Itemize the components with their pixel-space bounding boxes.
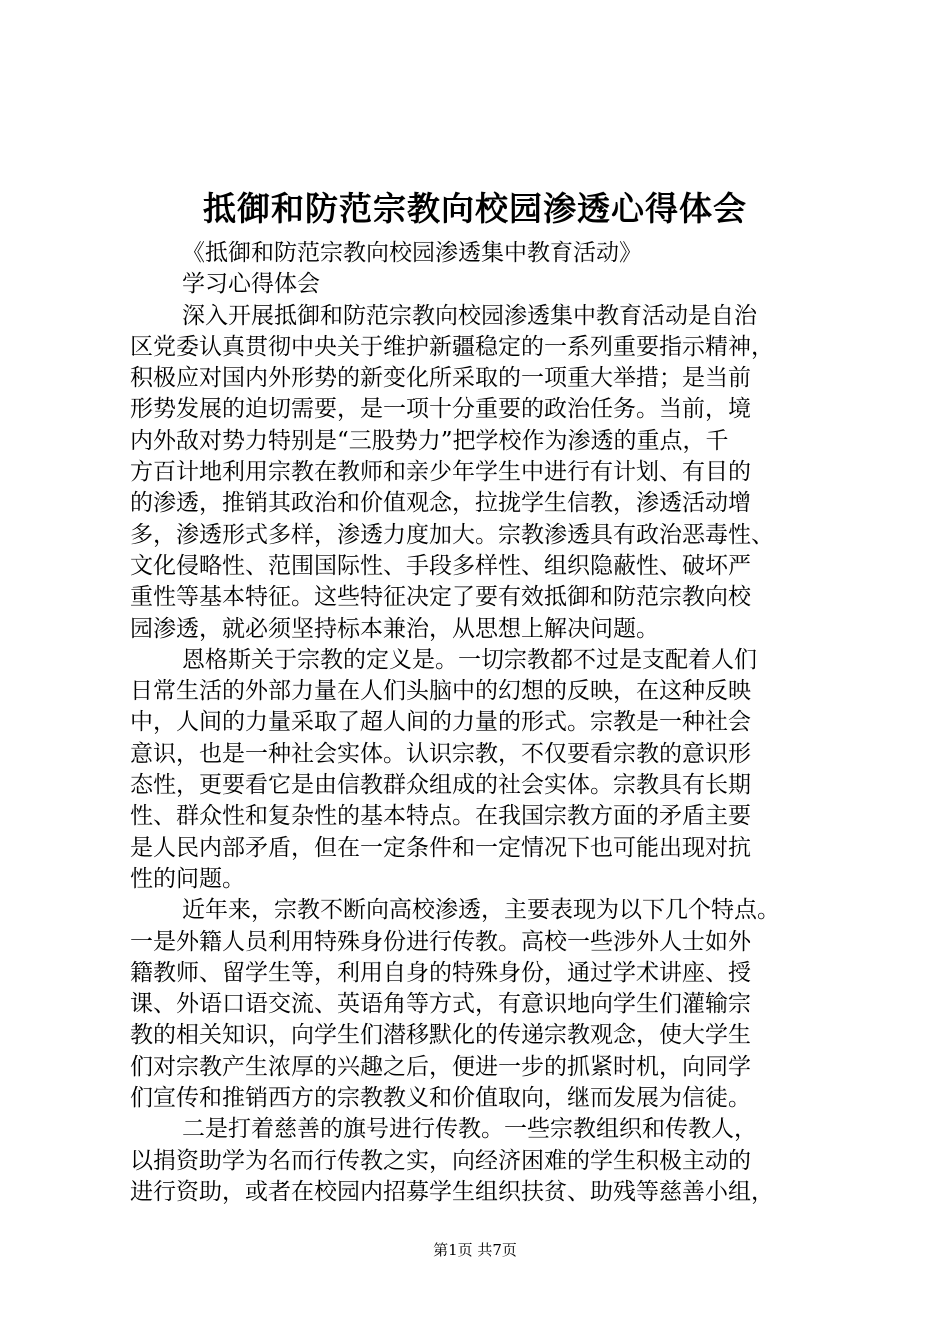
document-body xyxy=(130,238,835,1208)
text-line: 性的问题。 xyxy=(130,865,245,892)
text-line: 学习心得体会 xyxy=(182,271,320,298)
text-line: 区党委认真贯彻中央关于维护新疆稳定的一系列重要指示精神， xyxy=(130,333,774,360)
text-line: 多，渗透形式多样，渗透力度加大。宗教渗透具有政治恶毒性、 xyxy=(130,521,774,548)
text-line: 籍教师、留学生等，利用自身的特殊身份，通过学术讲座、授 xyxy=(130,959,751,986)
text-line: 进行资助，或者在校园内招募学生组织扶贫、助残等慈善小组， xyxy=(130,1178,774,1205)
text-line: 形势发展的迫切需要，是一项十分重要的政治任务。当前，境 xyxy=(130,396,751,423)
text-line: 积极应对国内外形势的新变化所采取的一项重大举措；是当前 xyxy=(130,365,751,392)
text-line: 教的相关知识，向学生们潜移默化的传递宗教观念，使大学生 xyxy=(130,1022,751,1049)
text-line: 的渗透，推销其政治和价值观念，拉拢学生信教，渗透活动增 xyxy=(130,490,751,517)
text-line: 意识，也是一种社会实体。认识宗教，不仅要看宗教的意识形 xyxy=(130,740,751,767)
text-line: 性、群众性和复杂性的基本特点。在我国宗教方面的矛盾主要 xyxy=(130,803,751,830)
text-line: 重性等基本特征。这些特征决定了要有效抵御和防范宗教向校 xyxy=(130,584,751,611)
text-line: 是人民内部矛盾，但在一定条件和一定情况下也可能出现对抗 xyxy=(130,834,751,861)
text-line: 方百计地利用宗教在教师和亲少年学生中进行有计划、有目的 xyxy=(130,459,751,486)
text-line: 二是打着慈善的旗号进行传教。一些宗教组织和传教人， xyxy=(182,1116,757,1143)
text-line: 内外敌对势力特别是“三股势力”把学校作为渗透的重点，千 xyxy=(130,427,729,454)
text-line: 日常生活的外部力量在人们头脑中的幻想的反映，在这种反映 xyxy=(130,678,751,705)
document-title: 抵御和防范宗教向校园渗透心得体会 xyxy=(203,189,747,228)
text-line: 课、外语口语交流、英语角等方式，有意识地向学生们灌输宗 xyxy=(130,991,751,1018)
text-line: 以捐资助学为名而行传教之实，向经济困难的学生积极主动的 xyxy=(130,1147,751,1174)
text-line: 一是外籍人员利用特殊身份进行传教。高校一些涉外人士如外 xyxy=(130,928,751,955)
text-line: 态性，更要看它是由信教群众组成的社会实体。宗教具有长期 xyxy=(130,772,751,799)
text-line: 《抵御和防范宗教向校园渗透集中教育活动》 xyxy=(182,240,642,266)
text-line: 文化侵略性、范围国际性、手段多样性、组织隐蔽性、破坏严 xyxy=(130,552,751,579)
text-line: 们宣传和推销西方的宗教教义和价值取向，继而发展为信徒。 xyxy=(130,1085,751,1112)
text-line: 们对宗教产生浓厚的兴趣之后，便进一步的抓紧时机，向同学 xyxy=(130,1053,751,1080)
text-line: 园渗透，就必须坚持标本兼治，从思想上解决问题。 xyxy=(130,615,659,642)
text-line: 中，人间的力量采取了超人间的力量的形式。宗教是一种社会 xyxy=(130,709,751,736)
page-footer: 第1页 共7页 xyxy=(433,1241,517,1259)
text-line: 深入开展抵御和防范宗教向校园渗透集中教育活动是自治 xyxy=(182,302,757,329)
text-line: 近年来，宗教不断向高校渗透，主要表现为以下几个特点。 xyxy=(182,897,780,924)
text-line: 恩格斯关于宗教的定义是。一切宗教都不过是支配着人们 xyxy=(182,646,757,673)
